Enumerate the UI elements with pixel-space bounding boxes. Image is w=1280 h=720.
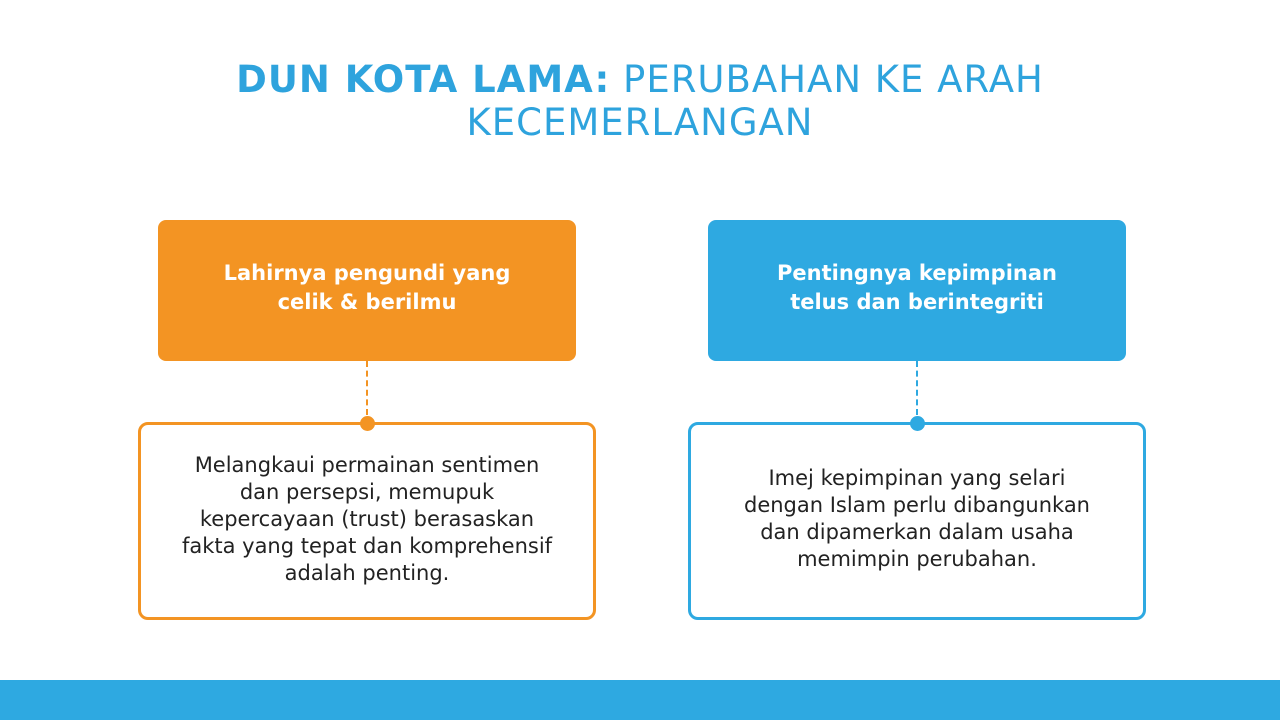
left-connector-dot bbox=[360, 416, 375, 431]
left-body-box bbox=[138, 422, 596, 620]
left-heading-box bbox=[158, 220, 576, 361]
right-heading-text: Pentingnya kepimpinan telus dan berintegriti bbox=[777, 260, 1057, 314]
title-bold-part: DUN KOTA LAMA: bbox=[236, 58, 611, 101]
right-connector-dot bbox=[910, 416, 925, 431]
left-heading-text: Lahirnya pengundi yang celik & berilmu bbox=[223, 260, 511, 314]
right-body-text: Imej kepimpinan yang selari dengan Islam perlu dibangunkan dan dipamerkan dalam usaha memimpin perubahan. bbox=[743, 466, 1090, 571]
left-body-text: Melangkaui permainan sentimen dan persepsi, memupuk kepercayaan (trust) berasaskan fakta yang tepat dan komprehensif adalah penting. bbox=[181, 452, 553, 585]
left-dashed-connector bbox=[366, 361, 368, 415]
right-body-box bbox=[688, 422, 1146, 620]
page-title bbox=[140, 58, 1140, 144]
right-dashed-connector bbox=[916, 361, 918, 415]
title-light-part: PERUBAHAN KE ARAH KECEMERLANGAN bbox=[466, 58, 1044, 144]
footer-bar bbox=[0, 680, 1280, 720]
right-heading-box bbox=[708, 220, 1126, 361]
